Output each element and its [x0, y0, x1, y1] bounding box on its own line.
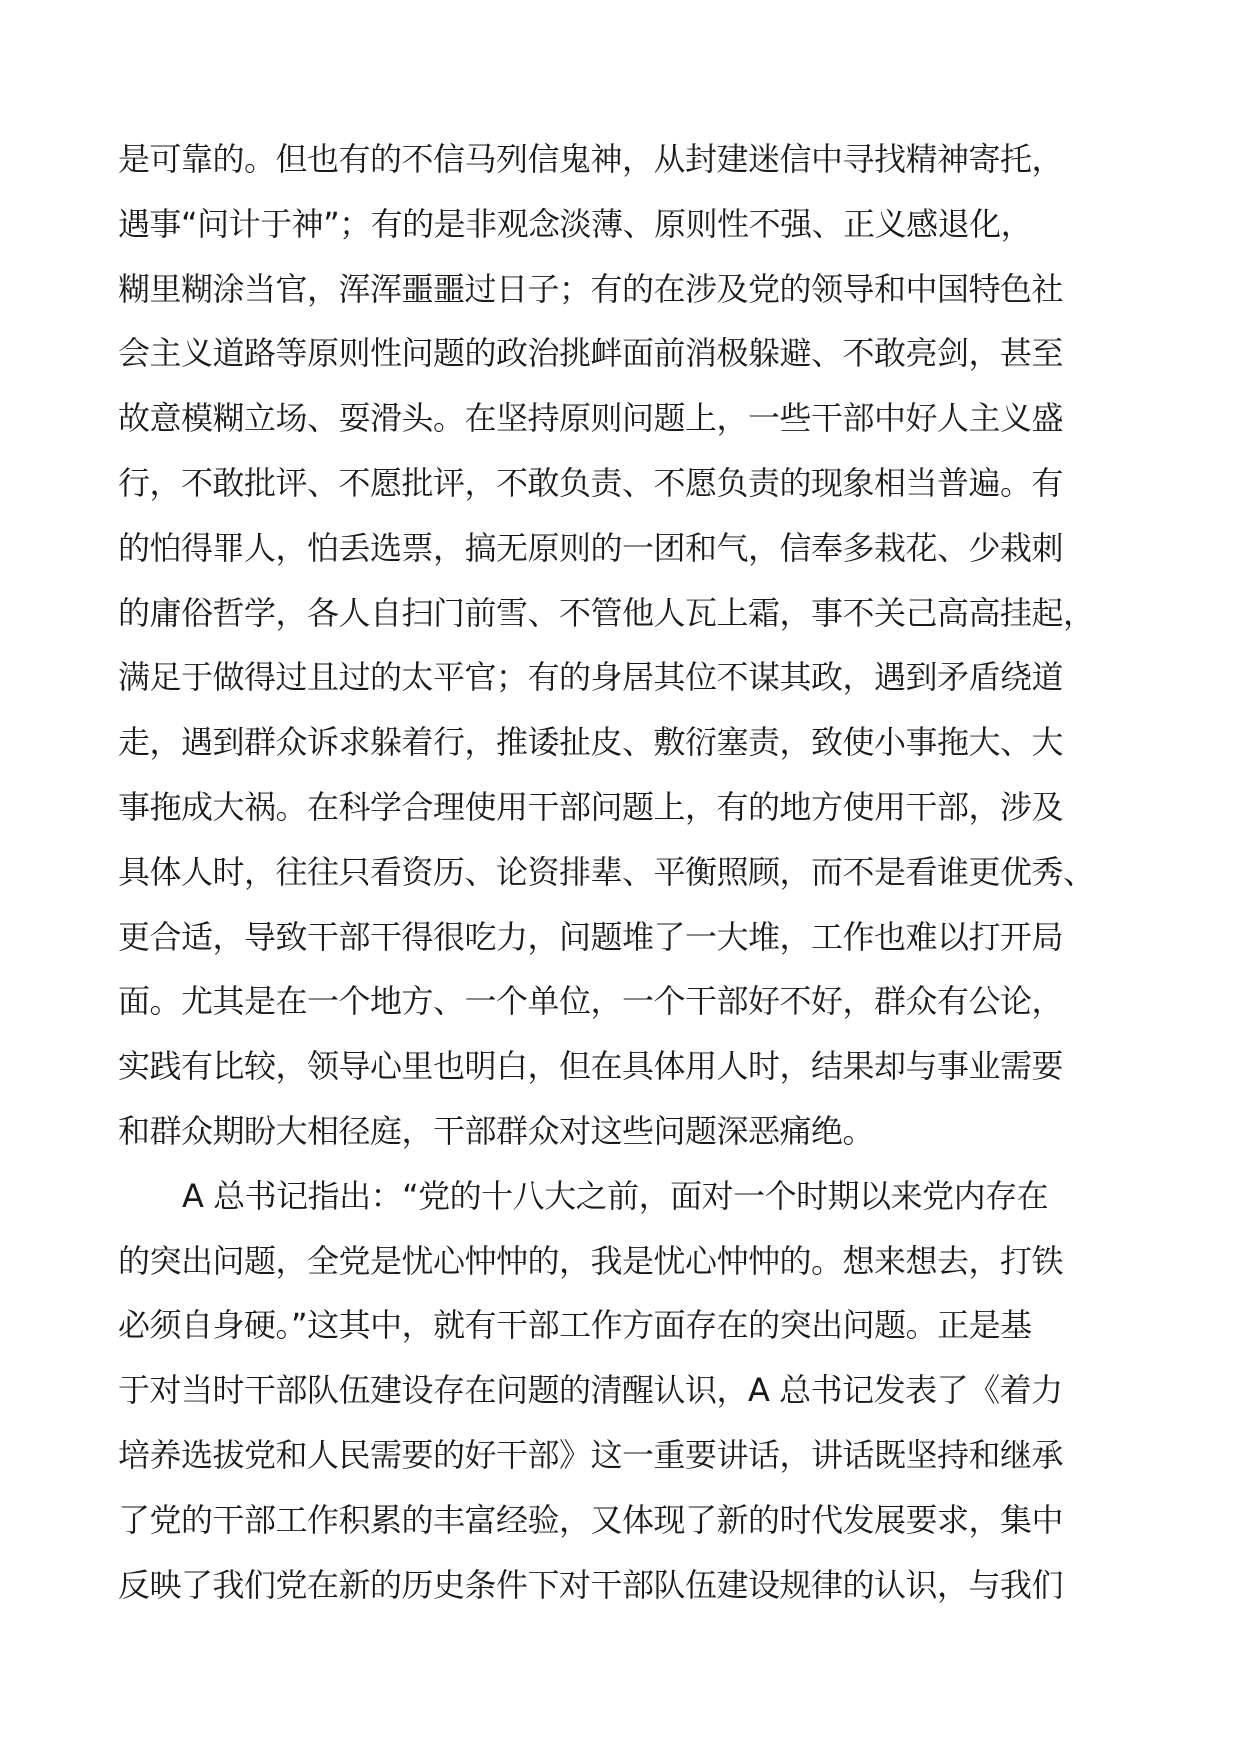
text-line: 是可靠的。但也有的不信马列信鬼神，从封建迷信中寻找精神寄托， — [118, 140, 1064, 178]
text-line: 行，不敢批评、不愿批评，不敢负责、不愿负责的现象相当普遍。有 — [118, 463, 1064, 502]
text-line: 实践有比较，领导心里也明白，但在具体用人时，结果却与事业需要 — [118, 1047, 1064, 1086]
text-line: 会主义道路等原则性问题的政治挑衅面前消极躲避、不敢亮剑，甚至 — [118, 334, 1064, 373]
text-line: 故意模糊立场、耍滑头。在坚持原则问题上，一些干部中好人主义盛 — [118, 399, 1064, 438]
text-line: 反映了我们党在新的历史条件下对干部队伍建设规律的认识，与我们 — [118, 1565, 1064, 1604]
text-line: 的怕得罪人，怕丢选票，搞无原则的一团和气，信奉多栽花、少栽刺 — [118, 528, 1064, 567]
text-line: 满足于做得过且过的太平官；有的身居其位不谋其政，遇到矛盾绕道 — [118, 658, 1064, 697]
text-line: 必须自身硬。”这其中，就有干部工作方面存在的突出问题。正是基 — [118, 1306, 1032, 1345]
text-line: 事拖成大祸。在科学合理使用干部问题上，有的地方使用干部，涉及 — [118, 787, 1064, 826]
paragraph-continued — [118, 127, 1128, 1164]
text-line: 走，遇到群众诉求躲着行，推诿扯皮、敷衍塞责，致使小事拖大、大 — [118, 723, 1064, 762]
text-line: 的庸俗哲学，各人自扫门前雪、不管他人瓦上霜，事不关己高高挂起， — [118, 593, 1095, 632]
text-line: 面。尤其是在一个地方、一个单位，一个干部好不好，群众有公论， — [118, 982, 1064, 1021]
text-line: 和群众期盼大相径庭，干部群众对这些问题深恶痛绝。 — [118, 1111, 875, 1150]
text-line-first: A 总书记指出：“党的十八大之前，面对一个时期以来党内存在 — [182, 1176, 1049, 1215]
text-line: 了党的干部工作积累的丰富经验，又体现了新的时代发展要求，集中 — [118, 1500, 1064, 1539]
paragraph-general-secretary — [118, 1164, 1128, 1618]
text-line: 培养选拔党和人民需要的好干部》这一重要讲话，讲话既坚持和继承 — [118, 1435, 1064, 1474]
text-line: 于对当时干部队伍建设存在问题的清醒认识，A 总书记发表了《着力 — [118, 1371, 1063, 1410]
text-line: 遇事“问计于神”；有的是非观念淡薄、原则性不强、正义感退化， — [118, 204, 1033, 243]
text-line: 更合适，导致干部干得很吃力，问题堆了一大堆，工作也难以打开局 — [118, 917, 1064, 956]
text-line: 的突出问题，全党是忧心忡忡的，我是忧心忡忡的。想来想去，打铁 — [118, 1241, 1064, 1280]
text-line: 具体人时，往往只看资历、论资排辈、平衡照顾，而不是看谁更优秀、 — [118, 852, 1095, 891]
text-line: 糊里糊涂当官，浑浑噩噩过日子；有的在涉及党的领导和中国特色社 — [118, 269, 1064, 308]
body-text — [118, 127, 1128, 1617]
